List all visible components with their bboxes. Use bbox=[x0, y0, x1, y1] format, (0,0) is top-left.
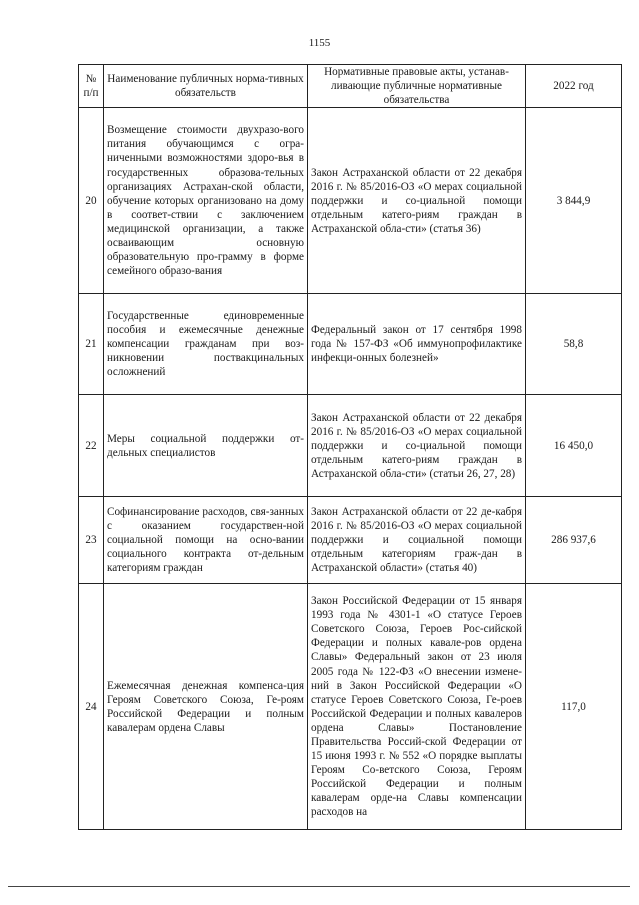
obligation-name: Ежемесячная денежная компенса-ция Героям Советского Союза, Ге-роям Российской Федерации и полным кавалерам ордена Славы bbox=[104, 584, 308, 830]
row-number: 20 bbox=[79, 108, 104, 294]
amount-2022: 58,8 bbox=[526, 294, 622, 395]
header-obligation-name: Наименование публичных норма-тивных обязательств bbox=[104, 65, 308, 108]
page-number: 1155 bbox=[308, 37, 331, 49]
amount-2022: 286 937,6 bbox=[526, 497, 622, 584]
amount-2022: 16 450,0 bbox=[526, 395, 622, 497]
obligations-table bbox=[78, 64, 622, 830]
legal-acts: Закон Российской Федерации от 15 января 1993 года № 4301-1 «О статусе Героев Советского Союза, Героев Рос-сийской Федерации и полных кавале-ров ордена Славы» Федеральный закон от 23 июля 2005 года № 122-ФЗ «О внесении измене-ний в Закон Российской Федерации «О статусе Героев Советского Союза, Ге-роев Российской Федерации и полных кавалеров ордена Славы» Постановление Правительства Россий-ской Федерации от 15 июня 1993 г. № 552 «О порядке выплаты Героям Со-ветского Союза, Героям Российской Федерации и полным кавалерам орде-на Славы компенсации расходов на bbox=[308, 584, 526, 830]
obligation-name: Государственные единовременные пособия и ежемесячные денежные компенсации гражданам при воз-никновении поствакцинальных осложнений bbox=[104, 294, 308, 395]
table-row bbox=[79, 497, 622, 584]
legal-acts: Закон Астраханской области от 22 декабря 2016 г. № 85/2016-ОЗ «О мерах социальной поддержки и со-циальной помощи отдельным катего-риям граждан в Астраханской обла-сти» (статья 36) bbox=[308, 108, 526, 294]
table-header-row bbox=[79, 65, 622, 108]
row-number: 21 bbox=[79, 294, 104, 395]
obligation-name: Софинансирование расходов, свя-занных с оказанием государствен-ной социальной помощи на осно-вании социального контракта от-дельным категориям граждан bbox=[104, 497, 308, 584]
row-number: 22 bbox=[79, 395, 104, 497]
row-number: 23 bbox=[79, 497, 104, 584]
obligation-name: Возмещение стоимости двухразо-вого питания обучающимся с огра-ниченными возможностями здоро-вья в государственных образова-тельных организациях Астрахан-ской области, обучение которых организовано на дому в соответ-ствии с заключением медицинской организации, а также осваивающим основную образовательную про-грамму в форме семейного образо-вания bbox=[104, 108, 308, 294]
header-legal-acts: Нормативные правовые акты, устанав-ливающие публичные нормативные обязательства bbox=[308, 65, 526, 108]
page-bottom-rule bbox=[8, 886, 630, 887]
header-year-2022: 2022 год bbox=[526, 65, 622, 108]
table-row bbox=[79, 108, 622, 294]
obligation-name: Меры социальной поддержки от-дельных специалистов bbox=[104, 395, 308, 497]
legal-acts: Закон Астраханской области от 22 декабря 2016 г. № 85/2016-ОЗ «О мерах социальной поддержки и со-циальной помощи отдельным катего-риям граждан в Астраханской обла-сти» (статьи 26, 27, 28) bbox=[308, 395, 526, 497]
table-row bbox=[79, 294, 622, 395]
row-number: 24 bbox=[79, 584, 104, 830]
legal-acts: Закон Астраханской области от 22 де-кабря 2016 г. № 85/2016-ОЗ «О мерах социальной поддержки и социальной помощи отдельным категориям граж-дан в Астраханской области» (статья 40) bbox=[308, 497, 526, 584]
legal-acts: Федеральный закон от 17 сентября 1998 года № 157-ФЗ «Об иммунопрофилактике инфекци-онных болезней» bbox=[308, 294, 526, 395]
table-row bbox=[79, 584, 622, 830]
header-number: № п/п bbox=[79, 65, 104, 108]
table-row bbox=[79, 395, 622, 497]
amount-2022: 117,0 bbox=[526, 584, 622, 830]
amount-2022: 3 844,9 bbox=[526, 108, 622, 294]
